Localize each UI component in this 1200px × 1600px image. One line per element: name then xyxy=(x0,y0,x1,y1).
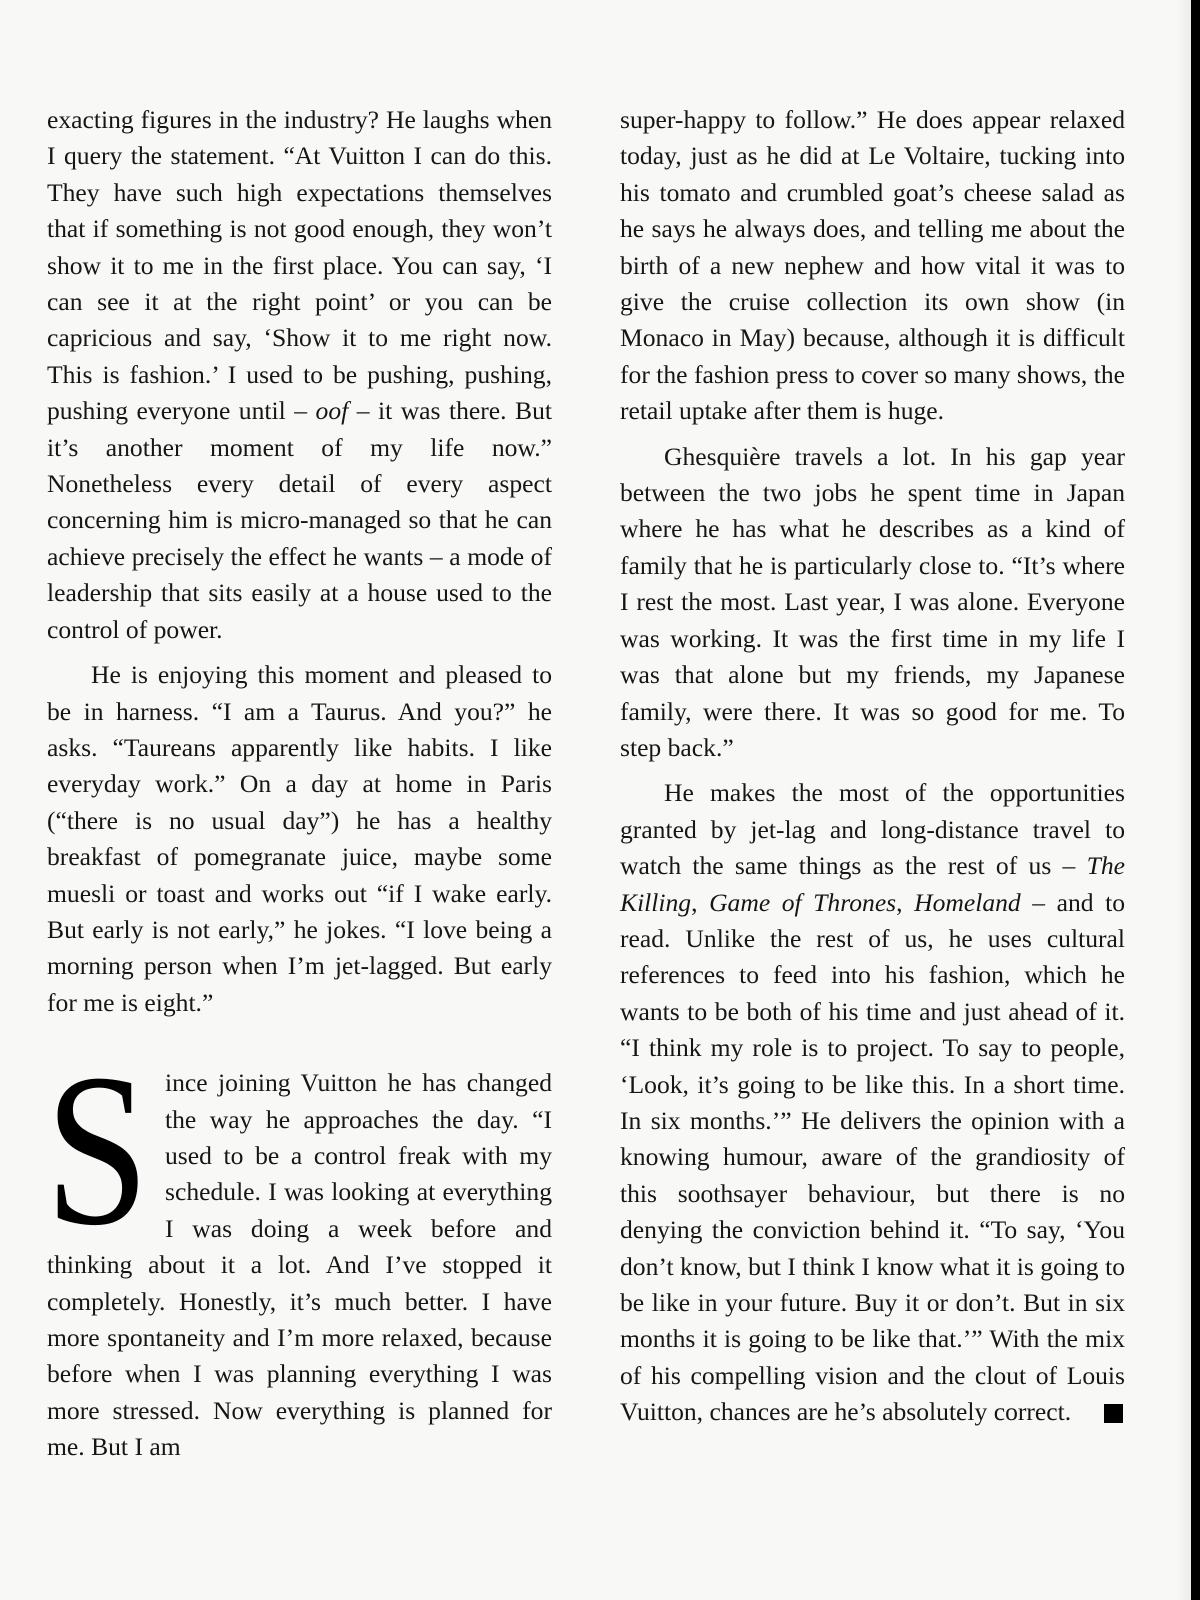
right-column xyxy=(620,102,1125,1431)
italic-title: Homeland xyxy=(914,887,1021,917)
paragraph-text: super-happy to follow.” He does appear relaxed today, just as he did at Le Voltaire, tucking into his tomato and crumbled goat’s cheese salad as he says he always does, and telling me about the birth of a new nephew and how vital it was to give the cruise collection its own show (in Monaco in May) because, although it is difficult for the fashion press to cover so many shows, the retail uptake after them is huge. xyxy=(620,105,1125,426)
separator: , xyxy=(691,887,710,917)
paragraph xyxy=(47,657,552,1021)
paragraph-text: – and to read. Unlike the rest of us, he uses cultural references to feed into his fashion, which he wants to be both of his time and just ahead of it. “I think my role is to project. To say to people, ‘Look, it’s going to be like this. In a short time. In six months.’” He delivers the opinion with a knowing humour, aware of the grandiosity of this soothsayer behaviour, but there is no denying the conviction behind it. “To say, ‘You don’t know, but I think I know what it is going to be like in your future. Buy it or don’t. But in six months it is going to be like that.’” With the mix of his compelling vision and the clout of Louis Vuitton, chances are he’s absolutely correct. xyxy=(620,887,1126,1427)
paragraph xyxy=(620,775,1125,1430)
end-mark-icon xyxy=(1104,1404,1123,1423)
separator: , xyxy=(896,887,915,917)
paragraph xyxy=(620,102,1125,430)
paragraph-text: He is enjoying this moment and pleased to be in harness. “I am a Taurus. And you?” he asks. “Taureans apparently like habits. I like everyday work.” On a day at home in Paris (“there is no usual day”) he has a healthy breakfast of pomegranate juice, maybe some muesli or toast and works out “if I wake early. But early is not early,” he jokes. “I love being a morning person when I’m jet-lagged. But early for me is eight.” xyxy=(47,660,552,1017)
italic-title: Game of Thrones xyxy=(709,887,897,917)
italic-title: The Killing xyxy=(620,851,1125,917)
paragraph-text: – it was there. But it’s another moment of my life now.” Nonetheless every detail of every aspect concerning him is micro-managed so that he can achieve precisely the effect he wants – a mode of leadership that sits easily at a house used to the control of power. xyxy=(47,396,553,644)
paragraph-text: He makes the most of the opportunities granted by jet-lag and long-distance travel to watch the same things as the rest of us – xyxy=(620,778,1125,881)
paragraph xyxy=(620,439,1125,767)
paragraph-with-dropcap xyxy=(45,1030,552,1465)
drop-cap: S xyxy=(45,1030,150,1272)
paragraph-text: Ghesquière travels a lot. In his gap year between the two jobs he spent time in Japan where he has what he describes as a kind of family that he is particularly close to. “It’s where I rest the most. Last year, I was alone. Everyone was working. It was the first time in my life I was that alone but my friends, my Japanese family, were there. It was so good for me. To step back.” xyxy=(620,441,1125,762)
paragraph-text: exacting figures in the industry? He laughs when I query the statement. “At Vuitton I can do this. They have such high expectations themselves that if something is not good enough, they won’t show it to me in the first place. You can say, ‘I can see it at the right point’ or you can be capricious and say, ‘Show it to me right now. This is fashion.’ I used to be pushing, pushing, pushing everyone until – xyxy=(47,105,552,426)
paragraph-text: ince joining Vuitton he has changed the way he approaches the day. “I used to be a control freak with my schedule. I was looking at everything I was doing a week before and thinking about it a lot. And I’ve stopped it completely. Honestly, it’s much better. I have more spontaneity and I’m more relaxed, because before when I was planning everything I was more stressed. Now everything is planned for me. But I am xyxy=(47,1068,552,1462)
italic-text: oof xyxy=(315,396,349,426)
left-column xyxy=(47,102,552,1466)
paragraph xyxy=(47,102,552,648)
